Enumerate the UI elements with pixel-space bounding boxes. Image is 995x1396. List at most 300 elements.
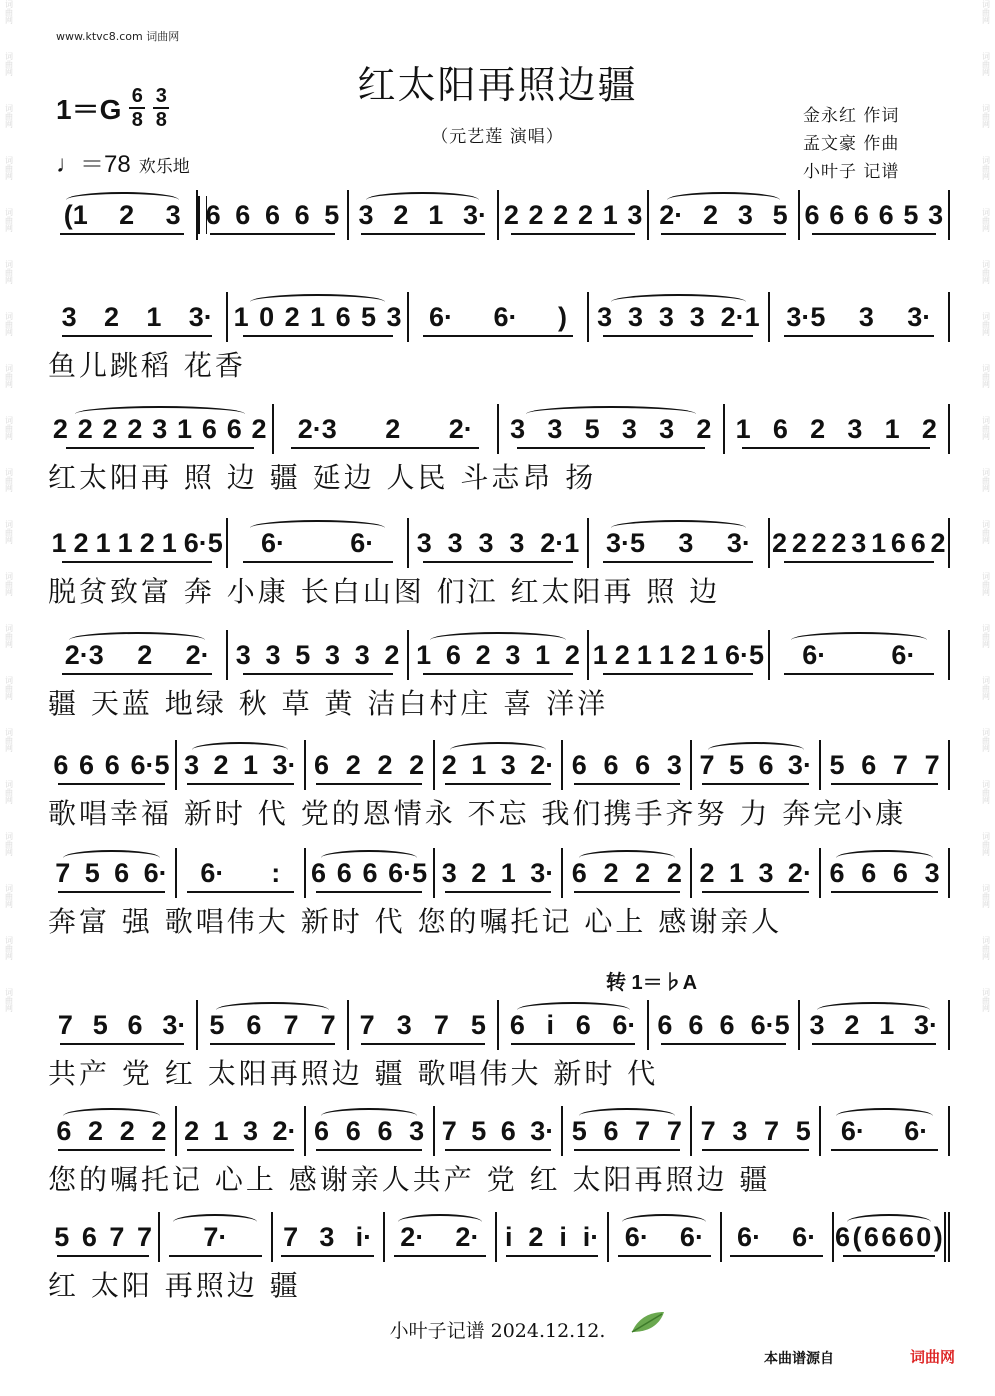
note: 6 (226, 413, 242, 444)
note: 1 (416, 639, 432, 670)
beam-underline (831, 783, 938, 785)
watermark-text: 词曲网 (981, 832, 991, 856)
note: 2 (471, 857, 487, 888)
time-bottom: 8 (155, 109, 167, 131)
note: 2 (119, 199, 135, 230)
slur-mark (622, 1214, 706, 1230)
note: 2 (345, 749, 361, 780)
note: 6· (792, 1221, 817, 1252)
measure (349, 190, 499, 240)
note: 7 (892, 749, 908, 780)
note: ) (557, 301, 567, 332)
note: 3 (447, 527, 463, 558)
note: 0 (259, 301, 275, 332)
note: 1 (310, 301, 326, 332)
note: 3 (324, 639, 340, 670)
beam-underline (511, 1043, 636, 1045)
measure (273, 1212, 385, 1262)
slur-mark (75, 406, 245, 422)
note: 6 (881, 1221, 897, 1252)
note: 2 (127, 413, 143, 444)
time-top: 6 (131, 85, 143, 107)
note: i· (355, 1221, 373, 1252)
note: 2 (393, 199, 409, 230)
measure (385, 1212, 497, 1262)
note: 6 (861, 857, 877, 888)
measure (499, 404, 725, 454)
note: 6 (294, 199, 310, 230)
measure (499, 190, 649, 240)
beam-underline (702, 1149, 809, 1151)
note: 6 (246, 1009, 262, 1040)
note: 2 (696, 413, 712, 444)
note: 6 (104, 749, 120, 780)
note: 3 (354, 639, 370, 670)
note: 3 (678, 527, 694, 558)
note: 3 (809, 1009, 825, 1040)
note: 6· (429, 301, 454, 332)
beam-underline (661, 233, 786, 235)
slur-mark (847, 1214, 931, 1230)
beam-underline (66, 447, 254, 449)
note: 3 (235, 639, 251, 670)
note: 3 (441, 857, 457, 888)
note: 1 (117, 527, 133, 558)
note: 2 (528, 1221, 544, 1252)
note: 1 (879, 1009, 895, 1040)
key-signature (56, 86, 169, 130)
note: 6 (910, 527, 926, 558)
note: 5 (209, 1009, 225, 1040)
note: 3 (847, 413, 863, 444)
beam-underline (169, 1255, 262, 1257)
note: 2 (384, 639, 400, 670)
note: 2·1 (720, 301, 760, 332)
slur-mark (579, 1108, 675, 1124)
measure (725, 404, 951, 454)
beam-underline (243, 335, 393, 337)
slur-mark (250, 294, 386, 310)
note: 3 (928, 199, 944, 230)
note: 2·3 (297, 413, 337, 444)
measure (821, 740, 950, 790)
watermark-text: 词曲网 (981, 572, 991, 596)
beam-underline (58, 1149, 165, 1151)
slur-mark (579, 850, 675, 866)
note: 3 (851, 527, 867, 558)
source-label: 本曲谱源自 (764, 1350, 834, 1366)
notes-line (48, 1000, 950, 1050)
slur-mark (526, 406, 696, 422)
site-tag[interactable]: www.ktvc8.com 词曲网 (56, 30, 180, 43)
note: 1 (884, 413, 900, 444)
note: 6 (362, 857, 378, 888)
note: 3 (358, 199, 374, 230)
brand-link[interactable]: 词曲网 (910, 1349, 956, 1366)
score-row (48, 518, 950, 610)
song-title: 红太阳再照边疆 (357, 63, 638, 107)
watermark-text: 词曲网 (981, 312, 991, 336)
note: 2 (475, 639, 491, 670)
note: 3 (319, 1221, 335, 1252)
note: 6· (904, 1115, 929, 1146)
watermark-text: 词曲网 (4, 312, 14, 336)
beam-underline (702, 891, 809, 893)
note: 1 (243, 749, 259, 780)
beam-underline (58, 783, 165, 785)
beam-underline (812, 1043, 937, 1045)
note: 6 (575, 1009, 591, 1040)
beam-underline (316, 1149, 423, 1151)
watermark-text: 词曲网 (981, 0, 991, 24)
slur-mark (398, 1214, 482, 1230)
note: 6·5 (725, 639, 765, 670)
note: 2· (530, 749, 555, 780)
credits (803, 102, 899, 186)
measure (228, 518, 408, 568)
footer-note: 小叶子记谱 2024.12.12. (389, 1320, 606, 1342)
note: 2 (666, 857, 682, 888)
note: 3 (409, 1115, 425, 1146)
slur-mark (517, 1002, 630, 1018)
beam-underline (423, 561, 573, 563)
slur-mark (321, 850, 417, 866)
beam-underline (60, 233, 185, 235)
note: 7 (666, 1115, 682, 1146)
beam-underline (60, 1043, 185, 1045)
note: 3· (162, 1009, 187, 1040)
note: 3· (530, 1115, 555, 1146)
lyrics-line: 歌唱幸福 新时 代 党的恩情永 不忘 我们携手齐努 力 奔完小康 (48, 797, 907, 828)
beam-underline (210, 233, 335, 235)
lyrics-line (48, 242, 950, 278)
beam-underline (423, 673, 573, 675)
note: 7 (700, 1115, 716, 1146)
watermark-text: 词曲网 (4, 780, 14, 804)
lyrics-line: 您的嘱托记 心上 感谢亲人共产 党 红 太阳再照边 疆 (48, 1163, 771, 1194)
note: 2 (577, 199, 594, 230)
note: 3 (732, 1115, 748, 1146)
note: 7 (283, 1009, 299, 1040)
note: 6· (143, 857, 168, 888)
note: i (559, 1221, 567, 1252)
beam-underline (291, 447, 479, 449)
note: 3 (152, 413, 168, 444)
note: 1 (146, 301, 162, 332)
note: 6· (493, 301, 518, 332)
watermark-text: 词曲网 (4, 156, 14, 180)
note: 6 (603, 749, 619, 780)
note: i· (582, 1221, 600, 1252)
note: 7 (55, 857, 71, 888)
watermark-text: 词曲网 (4, 936, 14, 960)
beam-underline (603, 335, 753, 337)
note: 3 (627, 199, 643, 230)
beam-underline (603, 673, 753, 675)
notes-line (48, 630, 950, 680)
note: 2 (104, 301, 120, 332)
watermark-text: 词曲网 (981, 728, 991, 752)
note: 3· (188, 301, 213, 332)
note: 3 (243, 1115, 259, 1146)
time-top: 3 (155, 85, 167, 107)
note: 3· (787, 749, 812, 780)
note: 3· (914, 1009, 939, 1040)
note: 7 (283, 1221, 299, 1252)
note: 6·5 (183, 527, 223, 558)
watermark-text: 词曲网 (4, 364, 14, 388)
note: 6· (350, 527, 375, 558)
slur-mark (192, 742, 288, 758)
note: 5 (54, 1221, 70, 1252)
note: 2· (400, 1221, 425, 1252)
note: 2 (791, 527, 807, 558)
beam-underline (187, 891, 294, 893)
score-row (48, 630, 950, 722)
lyrics-line: 脱贫致富 奔 小康 长白山图 们江 红太阳再 照 边 (48, 575, 721, 606)
note: 3·5 (786, 301, 826, 332)
watermark-text: 词曲网 (981, 104, 991, 128)
note: 3 (265, 639, 281, 670)
note: 2 (614, 639, 630, 670)
beam-underline (517, 447, 705, 449)
lyrics-line: 疆 天蓝 地绿 秋 草 黄 洁白村庄 喜 洋洋 (48, 687, 609, 718)
note: 7· (203, 1221, 228, 1252)
beam-underline (784, 335, 934, 337)
slur-mark (366, 192, 479, 208)
beam-underline (742, 447, 930, 449)
note: 1 (592, 639, 608, 670)
note: 6·5 (130, 749, 170, 780)
beam-underline (843, 1255, 936, 1257)
measure (589, 630, 769, 680)
measure (770, 518, 950, 568)
beam-underline (316, 783, 423, 785)
note: 2 (251, 413, 267, 444)
note: 2 (409, 749, 425, 780)
note: 2· (448, 413, 473, 444)
beam-underline (62, 335, 212, 337)
slur-mark (173, 1214, 257, 1230)
measure (306, 1106, 435, 1156)
measure (722, 1212, 834, 1262)
note: 3 (689, 301, 705, 332)
note: 2 (73, 527, 89, 558)
note: 1 (177, 413, 193, 444)
note: 3 (386, 301, 402, 332)
measure (306, 740, 435, 790)
note: ( (852, 1221, 862, 1252)
measure (692, 740, 821, 790)
beam-underline (187, 1149, 294, 1151)
watermark-text: 词曲网 (981, 988, 991, 1012)
beam-underline (210, 1043, 335, 1045)
note: 6 (603, 1115, 619, 1146)
watermark-text: 词曲网 (4, 520, 14, 544)
tempo-style: 欢乐地 (138, 157, 190, 177)
note: 1 (535, 639, 551, 670)
note: 2 (831, 527, 847, 558)
note: 5 (795, 1115, 811, 1146)
note: 6 (53, 749, 69, 780)
measure (177, 848, 306, 898)
note: 6 (657, 1009, 673, 1040)
beam-underline (281, 1255, 374, 1257)
beam-underline (730, 1255, 823, 1257)
watermark-text: 词曲网 (4, 884, 14, 908)
measure (435, 848, 564, 898)
note: 2 (88, 1115, 104, 1146)
score-row (48, 1000, 950, 1092)
note: 2· (659, 199, 684, 230)
leaf-icon (628, 1308, 668, 1336)
lyrics-line: 奔富 强 歌唱伟大 新时 代 您的嘱托记 心上 感谢亲人 (48, 905, 783, 936)
measure (692, 1106, 821, 1156)
note: 6 (853, 199, 869, 230)
watermark-text: 词曲网 (981, 780, 991, 804)
slur-mark (66, 192, 179, 208)
note: 6 (834, 1221, 850, 1252)
note: 2 (377, 749, 393, 780)
measure (499, 1000, 649, 1050)
note: 6 (114, 857, 130, 888)
note: i (504, 1221, 513, 1252)
note: 1 (95, 527, 111, 558)
tempo-value: ＝78 (80, 151, 131, 178)
note: 2 (77, 413, 93, 444)
note: 6 (345, 1115, 361, 1146)
note: 2 (441, 749, 457, 780)
measure (48, 740, 177, 790)
note: 1 (636, 639, 652, 670)
beam-underline (511, 233, 636, 235)
measure (563, 1106, 692, 1156)
watermark-text: 词曲网 (4, 260, 14, 284)
note: 2 (772, 527, 788, 558)
watermark-text: 词曲网 (4, 208, 14, 232)
note: 7 (441, 1115, 457, 1146)
measure (800, 190, 950, 240)
slur-mark (817, 1002, 930, 1018)
note: 3· (463, 199, 488, 230)
note: 2 (811, 527, 827, 558)
note: 6 (861, 749, 877, 780)
measure (48, 190, 198, 240)
note: 3 (500, 749, 516, 780)
beam-underline (361, 1043, 486, 1045)
beam-underline (58, 891, 165, 893)
slur-mark (450, 742, 546, 758)
note: 2 (564, 639, 580, 670)
note: 1 (161, 527, 177, 558)
beam-underline (243, 673, 393, 675)
beam-underline (62, 673, 212, 675)
watermark-text: 词曲网 (4, 416, 14, 440)
note: 6· (200, 857, 225, 888)
note: 2 (52, 413, 68, 444)
note: 5 (361, 301, 377, 332)
note: 6 (890, 527, 906, 558)
note: 2· (185, 639, 210, 670)
note: 5 (584, 413, 600, 444)
note: 2· (787, 857, 812, 888)
note: 6 (235, 199, 251, 230)
note: (1 (63, 199, 88, 230)
measure (649, 1000, 799, 1050)
note: 5 (295, 639, 311, 670)
note: 6 (878, 199, 894, 230)
time-signature-2 (153, 86, 169, 130)
slur-mark (69, 632, 205, 648)
measure (435, 1106, 564, 1156)
note: 7 (635, 1115, 651, 1146)
note: 6 (829, 857, 845, 888)
notes-line (48, 848, 950, 898)
measure (563, 740, 692, 790)
note: 3· (530, 857, 555, 888)
note: 6 (201, 413, 217, 444)
note: 3 (628, 301, 644, 332)
measure (800, 1000, 950, 1050)
note: 6 (719, 1009, 735, 1040)
performer-line: （元艺莲 演唱） (431, 127, 564, 147)
note: 2 (810, 413, 826, 444)
note: 6 (804, 199, 820, 230)
note: 7 (699, 749, 715, 780)
note: 3 (165, 199, 181, 230)
note: 2 (699, 857, 715, 888)
quarter-note-icon: ♩ (56, 151, 80, 178)
slur-mark (611, 520, 747, 536)
note: 1 (658, 639, 674, 670)
notes-line (48, 190, 950, 240)
measure (228, 630, 408, 680)
measure (48, 292, 228, 342)
measure (409, 630, 589, 680)
slur-mark (430, 632, 566, 648)
watermark-strip-right (977, 0, 995, 1396)
slur-mark (791, 632, 927, 648)
note: 6 (688, 1009, 704, 1040)
note: 2 (102, 413, 118, 444)
measure (609, 1212, 721, 1262)
note: 6·5 (388, 857, 428, 888)
measure (589, 518, 769, 568)
measure (821, 1106, 950, 1156)
note: 7 (764, 1115, 780, 1146)
note: 6 (445, 639, 461, 670)
measure (48, 1106, 177, 1156)
beam-underline (423, 335, 573, 337)
beam-underline (603, 561, 753, 563)
note: 2 (635, 857, 651, 888)
note: 1 (51, 527, 67, 558)
note: 3 (597, 301, 613, 332)
measure (48, 1000, 198, 1050)
note: 1 (500, 857, 516, 888)
watermark-text: 词曲网 (4, 728, 14, 752)
note: 2 (137, 639, 153, 670)
lyrics-line: 红 太阳 再照边 疆 (48, 1269, 301, 1300)
note: 3 (416, 527, 432, 558)
beam-underline (445, 1149, 552, 1151)
note: 6· (737, 1221, 762, 1252)
measure (274, 404, 500, 454)
beam-underline (316, 891, 423, 893)
measure (228, 292, 408, 342)
note: 3· (907, 301, 932, 332)
note: 3 (666, 749, 682, 780)
